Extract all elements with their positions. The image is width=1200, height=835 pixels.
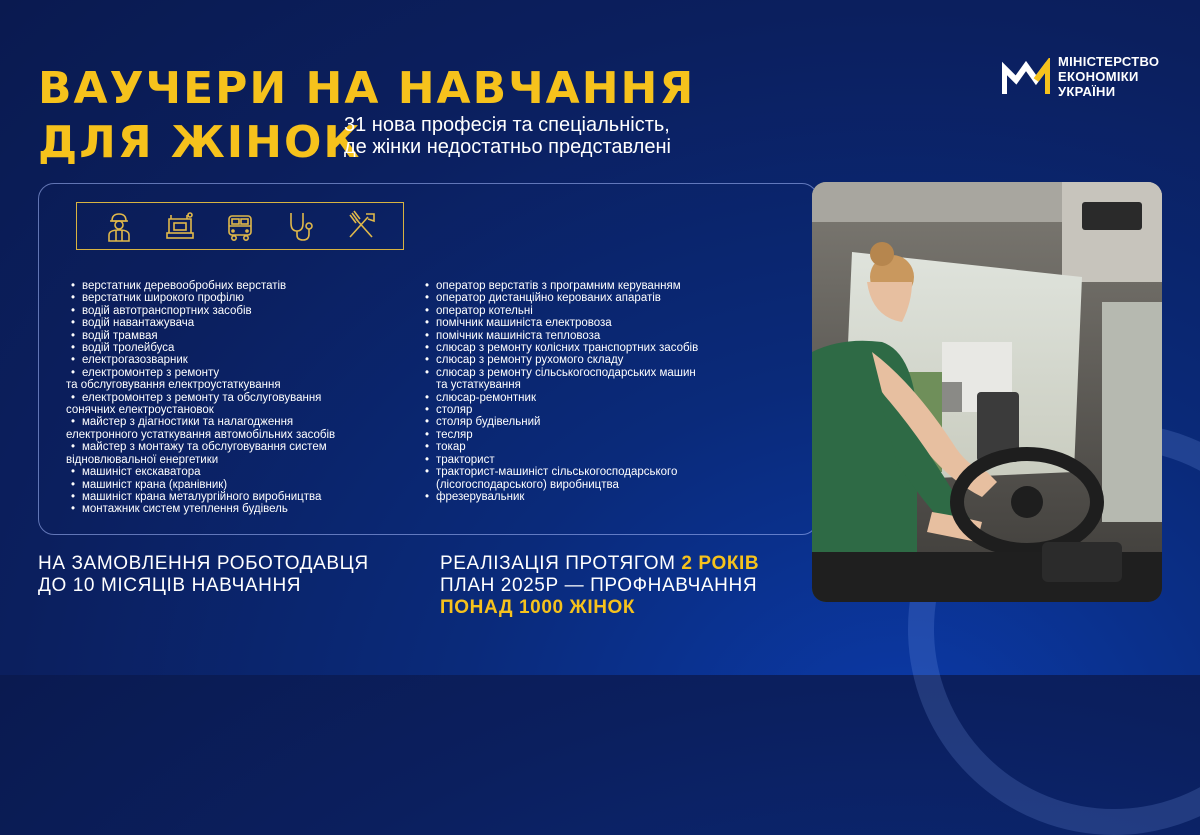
profession-item <box>66 503 396 515</box>
profession-item <box>66 367 396 392</box>
professions-list-left <box>66 280 396 516</box>
profession-item-continuation: (лісогосподарського) виробництва <box>436 478 619 491</box>
profession-item <box>420 404 790 416</box>
profession-item-text: електрогазозварник <box>82 354 188 367</box>
profession-item <box>420 330 790 342</box>
profession-item-text: помічник машиніста електровоза <box>436 317 612 330</box>
profession-item <box>66 479 396 491</box>
ministry-logo-text <box>1058 54 1159 99</box>
profession-item <box>420 429 790 441</box>
profession-item <box>66 330 396 342</box>
profession-item-text: водій автотранспортних засобів <box>82 304 252 317</box>
profession-item-continuation: сонячних електроустановок <box>66 404 214 417</box>
profession-item-text: слюсар з ремонту колісних транспортних засобів <box>436 342 699 355</box>
profession-item <box>66 292 396 304</box>
profession-item-text: верстатник широкого профілю <box>82 292 244 305</box>
profession-item-text: слюсар-ремонтник <box>436 391 536 404</box>
profession-item-text: майстер з монтажу та обслуговування систем <box>82 441 327 454</box>
logo-line-1: МІНІСТЕРСТВО <box>1058 54 1160 69</box>
profession-item-text: водій тролейбуса <box>82 342 175 355</box>
profession-icons-strip <box>76 202 404 250</box>
title-line-2: ДЛЯ ЖІНОК <box>38 117 362 168</box>
implementation-duration: 2 РОКІВ <box>681 553 760 574</box>
profession-item-text: водій трамвая <box>82 329 158 342</box>
profession-item-text: слюсар з ремонту рухомого складу <box>436 354 624 367</box>
profession-item-text: монтажник систем утеплення будівель <box>82 503 288 516</box>
profession-item-continuation: та обслуговування електроустаткування <box>66 379 281 392</box>
profession-item <box>66 466 396 478</box>
profession-item-text: помічник машиніста тепловоза <box>436 329 601 342</box>
profession-item <box>66 305 396 317</box>
profession-item <box>420 305 790 317</box>
profession-item-text: тракторист-машиніст сільськогосподарського <box>436 466 678 479</box>
profession-item <box>66 280 396 292</box>
profession-item <box>420 454 790 466</box>
truck-cabin-illustration <box>812 182 1162 602</box>
profession-item <box>66 354 396 366</box>
implementation-line-2: ПЛАН 2025Р — ПРОФНАВЧАННЯ <box>440 575 758 596</box>
profession-item-text: токар <box>436 441 466 454</box>
profession-item-text: оператор котельні <box>436 304 533 317</box>
profession-item <box>66 317 396 329</box>
implementation-target: ПОНАД 1000 ЖІНОК <box>440 597 636 618</box>
profession-item-text: оператор дистанційно керованих апаратів <box>436 292 661 305</box>
subtitle-line-2: де жінки недостатньо представлені <box>344 136 671 158</box>
title-line-1: ВАУЧЕРИ НА НАВЧАННЯ <box>38 63 696 114</box>
profession-item <box>420 441 790 453</box>
profession-item <box>66 441 396 466</box>
profession-item <box>420 392 790 404</box>
profession-item-text: електромонтер з ремонту та обслуговування <box>82 391 322 404</box>
profession-item-continuation: та устаткування <box>436 379 521 392</box>
profession-item <box>420 367 790 392</box>
profession-item-text: тесляр <box>436 428 473 441</box>
profession-item <box>66 491 396 503</box>
profession-item-text: тракторист <box>436 453 495 466</box>
sewing-machine-icon <box>163 209 197 243</box>
employer-order-line-2: ДО 10 МІСЯЦІВ НАВЧАННЯ <box>38 575 302 596</box>
worker-icon <box>102 209 136 243</box>
profession-item-text: столяр будівельний <box>436 416 541 429</box>
ministry-logo <box>1002 54 1172 102</box>
ministry-logo-icon <box>1002 58 1050 98</box>
implementation-prefix: РЕАЛІЗАЦІЯ ПРОТЯГОМ <box>440 553 682 574</box>
profession-item-text: фрезерувальник <box>436 490 525 503</box>
profession-item <box>420 491 790 503</box>
profession-item <box>420 466 790 491</box>
profession-item-text: столяр <box>436 404 473 417</box>
profession-item <box>66 392 396 417</box>
profession-item <box>420 342 790 354</box>
profession-item-text: майстер з діагностики та налагодження <box>82 416 294 429</box>
employer-order-line-1: НА ЗАМОВЛЕННЯ РОБОТОДАВЦЯ <box>38 553 369 574</box>
woman-driving-truck-photo <box>812 182 1162 602</box>
profession-item <box>420 280 790 292</box>
subtitle-line-1: 31 нова професія та спеціальність, <box>344 114 670 136</box>
profession-item-text: водій навантажувача <box>82 317 195 330</box>
profession-item-text: оператор верстатів з програмним керуванням <box>436 280 681 292</box>
bus-icon <box>223 209 257 243</box>
employer-order-note <box>38 553 369 597</box>
profession-item <box>66 342 396 354</box>
kitchen-tools-icon <box>344 209 378 243</box>
logo-line-3: УКРАЇНИ <box>1058 84 1116 99</box>
profession-item-continuation: відновлювальної енергетики <box>66 453 219 466</box>
logo-line-2: ЕКОНОМІКИ <box>1058 69 1139 84</box>
profession-item-text: верстатник деревообробних верстатів <box>82 280 287 292</box>
profession-item-text: машиніст крана (кранівник) <box>82 478 228 491</box>
implementation-note <box>440 553 759 619</box>
implementation-line-1 <box>440 553 759 575</box>
stethoscope-icon <box>283 209 317 243</box>
profession-item <box>420 292 790 304</box>
profession-item-text: слюсар з ремонту сільськогосподарських машин <box>436 366 696 379</box>
profession-item-text: машиніст екскаватора <box>82 466 201 479</box>
subtitle <box>344 114 774 158</box>
professions-list-right <box>420 280 790 503</box>
profession-item-text: машиніст крана металургійного виробництва <box>82 490 322 503</box>
profession-item <box>420 317 790 329</box>
profession-item <box>420 416 790 428</box>
profession-item <box>66 416 396 441</box>
profession-item-text: електромонтер з ремонту <box>82 366 220 379</box>
profession-item-continuation: електронного устаткування автомобільних засобів <box>66 428 336 441</box>
profession-item <box>420 354 790 366</box>
